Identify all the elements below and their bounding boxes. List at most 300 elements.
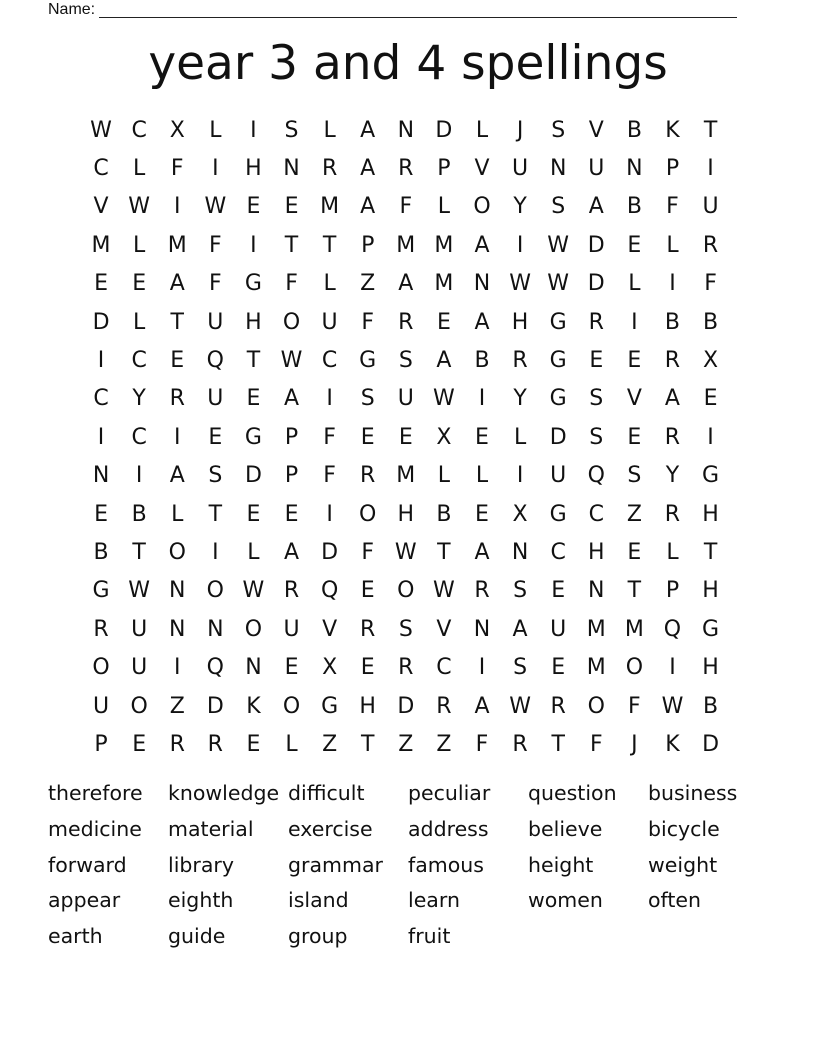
grid-letter: E bbox=[360, 578, 375, 604]
grid-letter: U bbox=[321, 309, 338, 335]
grid-letter: G bbox=[92, 578, 110, 604]
grid-letter: W bbox=[433, 386, 455, 412]
grid-letter: Q bbox=[206, 655, 224, 681]
word-bank-item: bicycle bbox=[648, 816, 720, 841]
grid-row bbox=[82, 418, 730, 456]
grid-letter: N bbox=[397, 117, 415, 143]
word-bank-item: height bbox=[528, 852, 594, 877]
grid-letter: I bbox=[173, 424, 181, 450]
grid-letter: G bbox=[244, 424, 262, 450]
grid-letter: B bbox=[626, 117, 642, 143]
grid-letter: R bbox=[93, 616, 109, 642]
grid-letter: A bbox=[360, 194, 376, 220]
grid-letter: O bbox=[473, 194, 491, 220]
grid-letter: R bbox=[512, 731, 528, 757]
grid-letter: V bbox=[322, 616, 338, 642]
grid-letter: G bbox=[702, 616, 720, 642]
grid-letter: C bbox=[550, 539, 566, 565]
grid-letter: A bbox=[474, 693, 490, 719]
grid-row bbox=[82, 495, 730, 533]
word-bank-item: guide bbox=[168, 924, 226, 949]
grid-letter: T bbox=[284, 232, 299, 258]
grid-letter: U bbox=[131, 616, 148, 642]
grid-letter: M bbox=[586, 655, 606, 681]
grid-letter: W bbox=[280, 348, 303, 374]
grid-letter: R bbox=[398, 309, 414, 335]
grid-row bbox=[82, 533, 730, 571]
grid-letter: I bbox=[516, 463, 524, 489]
grid-letter: I bbox=[97, 424, 105, 450]
grid-letter: X bbox=[169, 117, 185, 143]
grid-letter: F bbox=[361, 309, 375, 335]
grid-letter: F bbox=[666, 194, 679, 220]
word-bank-item: learn bbox=[408, 888, 460, 913]
grid-letter: R bbox=[321, 156, 338, 182]
word-bank-item: grammar bbox=[288, 852, 383, 877]
grid-letter: Q bbox=[206, 348, 224, 374]
grid-letter: B bbox=[131, 501, 147, 527]
grid-letter: W bbox=[128, 578, 151, 604]
grid-letter: L bbox=[133, 156, 146, 182]
grid-row bbox=[82, 303, 730, 341]
grid-letter: Q bbox=[663, 616, 682, 642]
grid-letter: V bbox=[436, 616, 452, 642]
grid-letter: A bbox=[169, 271, 185, 297]
grid-letter: T bbox=[551, 731, 565, 757]
grid-letter: E bbox=[246, 194, 261, 220]
grid-letter: K bbox=[665, 731, 680, 757]
grid-letter: C bbox=[131, 424, 147, 450]
grid-letter: E bbox=[589, 348, 604, 374]
grid-letter: S bbox=[208, 463, 223, 489]
grid-letter: R bbox=[436, 693, 452, 719]
grid-letter: P bbox=[361, 232, 375, 258]
letter-grid bbox=[82, 111, 730, 764]
grid-letter: O bbox=[168, 539, 186, 565]
grid-letter: R bbox=[550, 693, 566, 719]
grid-letter: K bbox=[665, 117, 680, 143]
grid-letter: P bbox=[437, 156, 451, 182]
grid-letter: N bbox=[588, 578, 605, 604]
grid-letter: E bbox=[627, 232, 642, 258]
grid-letter: L bbox=[666, 232, 679, 258]
grid-letter: Y bbox=[132, 386, 146, 412]
grid-letter: D bbox=[587, 232, 605, 258]
grid-letter: E bbox=[284, 194, 299, 220]
grid-letter: E bbox=[246, 386, 261, 412]
grid-letter: D bbox=[206, 693, 224, 719]
grid-letter: D bbox=[587, 271, 605, 297]
grid-letter: F bbox=[209, 232, 222, 258]
grid-letter: B bbox=[626, 194, 642, 220]
grid-letter: W bbox=[547, 271, 570, 297]
grid-letter: W bbox=[204, 194, 227, 220]
grid-letter: Q bbox=[320, 578, 339, 604]
grid-letter: R bbox=[664, 348, 681, 374]
word-bank-item: therefore bbox=[48, 781, 143, 805]
word-bank-item: appear bbox=[48, 888, 121, 913]
grid-letter: O bbox=[206, 578, 224, 604]
grid-letter: O bbox=[625, 655, 644, 681]
grid-letter: R bbox=[702, 232, 719, 258]
grid-letter: Z bbox=[436, 731, 452, 757]
grid-letter: E bbox=[132, 271, 147, 297]
grid-letter: S bbox=[513, 578, 528, 604]
word-bank-item: forward bbox=[48, 852, 127, 877]
grid-letter: R bbox=[398, 655, 414, 681]
grid-letter: U bbox=[512, 156, 529, 182]
grid-letter: R bbox=[664, 501, 681, 527]
grid-letter: R bbox=[169, 731, 185, 757]
grid-letter: L bbox=[209, 117, 222, 143]
grid-letter: E bbox=[94, 271, 108, 297]
grid-letter: F bbox=[323, 463, 336, 489]
word-bank-item: women bbox=[528, 888, 603, 913]
grid-letter: O bbox=[92, 655, 110, 681]
grid-letter: T bbox=[208, 501, 223, 527]
grid-letter: F bbox=[361, 539, 375, 565]
grid-letter: L bbox=[666, 539, 679, 565]
grid-letter: T bbox=[437, 539, 451, 565]
grid-letter: V bbox=[626, 386, 642, 412]
grid-row bbox=[82, 572, 730, 610]
grid-letter: V bbox=[474, 156, 490, 182]
grid-letter: W bbox=[394, 539, 417, 565]
grid-letter: H bbox=[397, 501, 415, 527]
grid-letter: J bbox=[631, 731, 638, 757]
grid-letter: E bbox=[703, 386, 718, 412]
grid-letter: T bbox=[703, 539, 718, 565]
grid-letter: S bbox=[398, 616, 413, 642]
grid-letter: M bbox=[396, 463, 416, 489]
grid-letter: S bbox=[589, 424, 604, 450]
grid-letter: A bbox=[360, 117, 376, 143]
grid-letter: L bbox=[285, 731, 298, 757]
page-title: year 3 and 4 spellings bbox=[148, 36, 668, 91]
word-bank-item: often bbox=[648, 888, 702, 913]
grid-letter: V bbox=[93, 194, 109, 220]
grid-letter: C bbox=[588, 501, 604, 527]
word-bank-item: fruit bbox=[408, 924, 451, 949]
grid-letter: M bbox=[91, 232, 111, 258]
grid-letter: I bbox=[326, 386, 333, 412]
grid-letter: E bbox=[132, 731, 147, 757]
grid-letter: P bbox=[665, 156, 680, 182]
grid-letter: N bbox=[92, 463, 110, 489]
grid-row bbox=[82, 341, 730, 379]
word-bank bbox=[48, 776, 768, 955]
grid-letter: R bbox=[360, 616, 376, 642]
grid-letter: H bbox=[359, 693, 376, 719]
grid-letter: U bbox=[397, 386, 414, 412]
grid-letter: F bbox=[628, 693, 641, 719]
word-bank-item: business bbox=[648, 781, 738, 805]
grid-letter: E bbox=[284, 655, 299, 681]
grid-letter: L bbox=[171, 501, 184, 527]
grid-letter: O bbox=[282, 693, 301, 719]
grid-letter: A bbox=[169, 463, 185, 489]
grid-letter: I bbox=[669, 271, 676, 297]
grid-letter: X bbox=[322, 655, 338, 681]
grid-letter: M bbox=[167, 232, 187, 258]
grid-letter: C bbox=[436, 655, 452, 681]
grid-letter: L bbox=[247, 539, 260, 565]
grid-letter: P bbox=[284, 424, 299, 450]
grid-letter: F bbox=[589, 731, 603, 757]
grid-letter: O bbox=[244, 616, 263, 642]
grid-row bbox=[82, 457, 730, 495]
grid-letter: A bbox=[283, 539, 300, 565]
word-bank-item: weight bbox=[648, 852, 718, 877]
word-bank-item: question bbox=[528, 781, 617, 805]
grid-row bbox=[82, 226, 730, 264]
word-bank-item: peculiar bbox=[408, 781, 491, 805]
grid-letter: D bbox=[397, 693, 415, 719]
grid-letter: B bbox=[436, 501, 452, 527]
word-bank-item: earth bbox=[48, 924, 103, 949]
grid-letter: F bbox=[323, 424, 336, 450]
grid-letter: S bbox=[551, 117, 566, 143]
grid-letter: O bbox=[282, 309, 301, 335]
grid-letter: G bbox=[244, 271, 262, 297]
grid-letter: F bbox=[475, 731, 489, 757]
grid-letter: C bbox=[93, 386, 109, 412]
grid-letter: S bbox=[589, 386, 604, 412]
grid-letter: E bbox=[475, 501, 489, 527]
grid-letter: W bbox=[433, 578, 455, 604]
grid-letter: I bbox=[478, 655, 486, 681]
grid-letter: U bbox=[92, 693, 110, 719]
grid-letter: I bbox=[173, 194, 181, 220]
grid-letter: M bbox=[624, 616, 644, 642]
grid-letter: H bbox=[245, 309, 262, 335]
grid-letter: U bbox=[207, 309, 224, 335]
grid-letter: O bbox=[359, 501, 377, 527]
grid-letter: N bbox=[473, 271, 491, 297]
grid-letter: U bbox=[702, 194, 719, 220]
grid-letter: L bbox=[323, 117, 336, 143]
grid-letter: X bbox=[512, 501, 528, 527]
grid-letter: C bbox=[93, 156, 109, 182]
grid-letter: V bbox=[588, 117, 604, 143]
grid-letter: X bbox=[703, 348, 719, 374]
grid-letter: S bbox=[398, 348, 413, 374]
grid-letter: E bbox=[398, 424, 413, 450]
grid-letter: R bbox=[588, 309, 604, 335]
grid-letter: E bbox=[475, 424, 489, 450]
grid-letter: J bbox=[516, 117, 524, 143]
grid-letter: O bbox=[130, 693, 148, 719]
grid-letter: I bbox=[97, 348, 105, 374]
grid-letter: G bbox=[549, 501, 567, 527]
grid-letter: I bbox=[631, 309, 638, 335]
grid-letter: E bbox=[436, 309, 451, 335]
grid-letter: Z bbox=[360, 271, 376, 297]
grid-letter: Z bbox=[322, 731, 338, 757]
grid-letter: L bbox=[133, 309, 146, 335]
grid-letter: E bbox=[170, 348, 185, 374]
grid-letter: Z bbox=[626, 501, 642, 527]
word-bank-item: group bbox=[288, 924, 348, 949]
grid-letter: F bbox=[209, 271, 222, 297]
grid-letter: W bbox=[509, 271, 531, 297]
grid-letter: O bbox=[587, 693, 605, 719]
grid-letter: G bbox=[549, 386, 567, 412]
grid-letter: R bbox=[398, 156, 414, 182]
grid-row bbox=[82, 380, 730, 418]
word-bank-item: believe bbox=[528, 816, 603, 841]
grid-row bbox=[82, 265, 730, 303]
grid-letter: I bbox=[326, 501, 333, 527]
grid-letter: B bbox=[703, 309, 719, 335]
grid-letter: W bbox=[90, 117, 112, 143]
grid-letter: T bbox=[322, 232, 337, 258]
grid-letter: L bbox=[475, 463, 489, 489]
grid-row bbox=[82, 149, 730, 187]
word-bank-item: address bbox=[408, 816, 489, 841]
grid-letter: R bbox=[360, 463, 376, 489]
word-bank-item: library bbox=[168, 852, 234, 877]
grid-letter: W bbox=[547, 232, 570, 258]
grid-letter: K bbox=[246, 693, 261, 719]
grid-letter: H bbox=[702, 578, 719, 604]
grid-letter: L bbox=[323, 271, 336, 297]
grid-letter: M bbox=[396, 232, 416, 258]
grid-letter: A bbox=[436, 348, 452, 374]
grid-row bbox=[82, 725, 730, 763]
grid-letter: L bbox=[628, 271, 641, 297]
word-bank-item: eighth bbox=[168, 888, 234, 913]
grid-letter: T bbox=[170, 309, 184, 335]
grid-letter: M bbox=[320, 194, 340, 220]
grid-letter: G bbox=[321, 693, 339, 719]
grid-letter: F bbox=[285, 271, 298, 297]
grid-letter: I bbox=[250, 117, 257, 143]
grid-letter: E bbox=[627, 539, 642, 565]
grid-letter: Q bbox=[587, 463, 605, 489]
grid-letter: E bbox=[246, 501, 261, 527]
grid-letter: Z bbox=[398, 731, 414, 757]
grid-letter: D bbox=[702, 731, 720, 757]
grid-letter: Y bbox=[513, 194, 527, 220]
grid-letter: D bbox=[321, 539, 339, 565]
grid-letter: R bbox=[169, 386, 185, 412]
grid-letter: O bbox=[397, 578, 415, 604]
grid-letter: S bbox=[360, 386, 375, 412]
grid-letter: I bbox=[669, 655, 676, 681]
grid-letter: E bbox=[627, 348, 642, 374]
grid-letter: N bbox=[207, 616, 224, 642]
grid-letter: M bbox=[434, 271, 454, 297]
grid-letter: E bbox=[551, 578, 566, 604]
grid-letter: U bbox=[207, 386, 224, 412]
grid-letter: I bbox=[478, 386, 486, 412]
grid-letter: T bbox=[360, 731, 375, 757]
grid-letter: A bbox=[398, 271, 414, 297]
grid-letter: L bbox=[475, 117, 489, 143]
grid-letter: S bbox=[551, 194, 566, 220]
grid-letter: A bbox=[283, 386, 300, 412]
grid-letter: L bbox=[437, 194, 451, 220]
grid-letter: H bbox=[511, 309, 529, 335]
grid-letter: N bbox=[511, 539, 529, 565]
word-bank-item: material bbox=[168, 816, 254, 841]
grid-row bbox=[82, 188, 730, 226]
grid-letter: C bbox=[321, 348, 338, 374]
grid-row bbox=[82, 111, 730, 149]
grid-letter: U bbox=[588, 156, 605, 182]
grid-letter: G bbox=[549, 348, 567, 374]
grid-letter: B bbox=[93, 539, 109, 565]
grid-letter: A bbox=[588, 194, 604, 220]
grid-letter: I bbox=[135, 463, 143, 489]
grid-row bbox=[82, 687, 730, 725]
grid-letter: S bbox=[627, 463, 642, 489]
grid-letter: A bbox=[512, 616, 528, 642]
grid-letter: T bbox=[703, 117, 718, 143]
grid-letter: N bbox=[549, 156, 567, 182]
grid-letter: B bbox=[664, 309, 680, 335]
name-field bbox=[48, 0, 737, 18]
grid-letter: L bbox=[513, 424, 527, 450]
grid-letter: N bbox=[169, 578, 186, 604]
grid-letter: L bbox=[437, 463, 451, 489]
grid-letter: E bbox=[208, 424, 223, 450]
grid-letter: H bbox=[702, 655, 719, 681]
grid-letter: M bbox=[434, 232, 454, 258]
word-bank-item: island bbox=[288, 888, 349, 913]
word-bank-item: famous bbox=[408, 852, 484, 877]
grid-letter: W bbox=[509, 693, 531, 719]
grid-letter: E bbox=[246, 731, 261, 757]
grid-letter: Y bbox=[665, 463, 680, 489]
grid-letter: U bbox=[283, 616, 300, 642]
grid-letter: P bbox=[94, 731, 108, 757]
grid-letter: E bbox=[551, 655, 566, 681]
grid-letter: H bbox=[702, 501, 719, 527]
grid-letter: D bbox=[92, 309, 110, 335]
grid-letter: G bbox=[702, 463, 720, 489]
grid-letter: P bbox=[665, 578, 680, 604]
grid-letter: F bbox=[170, 156, 184, 182]
word-bank-item: exercise bbox=[288, 816, 373, 841]
grid-letter: U bbox=[550, 616, 567, 642]
grid-letter: U bbox=[131, 655, 148, 681]
grid-letter: P bbox=[284, 463, 299, 489]
grid-letter: G bbox=[359, 348, 377, 374]
word-bank-item: difficult bbox=[288, 781, 365, 805]
grid-letter: N bbox=[283, 156, 300, 182]
grid-letter: A bbox=[474, 539, 490, 565]
grid-letter: N bbox=[473, 616, 491, 642]
grid-letter: H bbox=[587, 539, 605, 565]
grid-letter: U bbox=[550, 463, 567, 489]
grid-row bbox=[82, 610, 730, 648]
grid-letter: G bbox=[549, 309, 567, 335]
grid-letter: B bbox=[474, 348, 490, 374]
grid-letter: A bbox=[474, 309, 490, 335]
grid-letter: Y bbox=[513, 386, 527, 412]
grid-letter: N bbox=[245, 655, 262, 681]
grid-letter: T bbox=[132, 539, 146, 565]
grid-letter: R bbox=[474, 578, 490, 604]
grid-letter: H bbox=[245, 156, 262, 182]
grid-letter: W bbox=[242, 578, 265, 604]
grid-letter: E bbox=[360, 424, 375, 450]
grid-letter: B bbox=[703, 693, 719, 719]
grid-letter: S bbox=[513, 655, 528, 681]
grid-letter: T bbox=[627, 578, 642, 604]
